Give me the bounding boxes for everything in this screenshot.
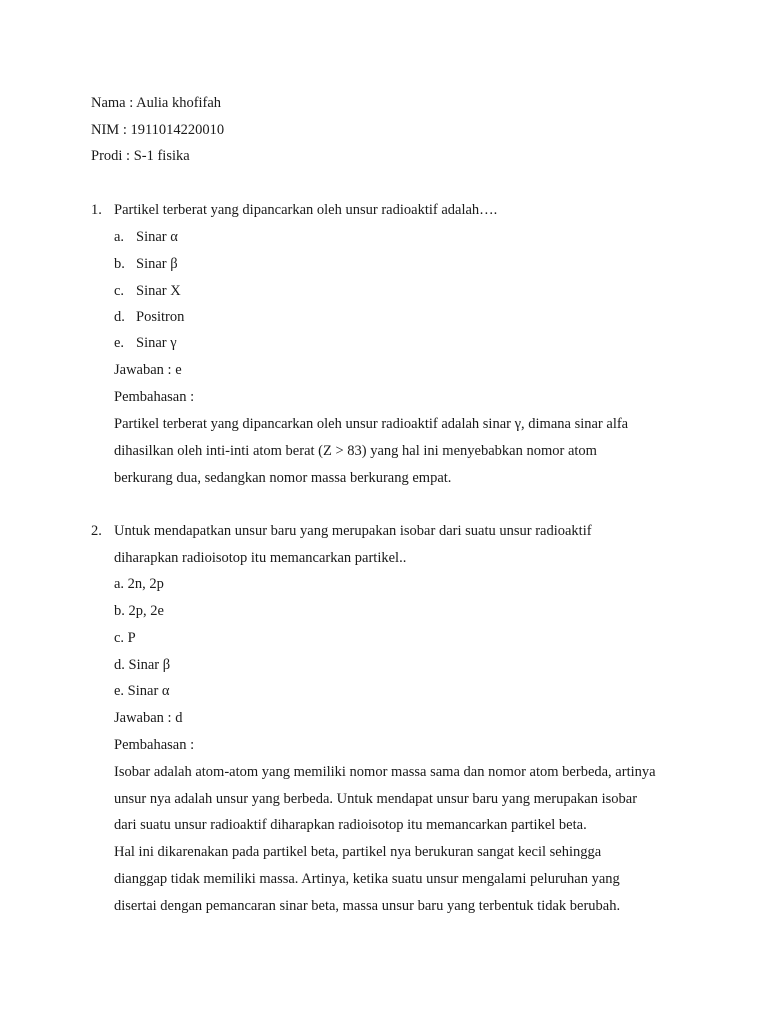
q1-option-e-text: Sinar γ [136, 335, 177, 351]
student-prodi: Prodi : S-1 fisika [91, 148, 190, 164]
q1-answer: Jawaban : e [114, 362, 182, 378]
q1-option-e [114, 334, 177, 352]
q2-explanation-line: dari suatu unsur radioaktif diharapkan radioisotop itu memancarkan partikel beta. [114, 817, 587, 833]
q2-explanation-line: disertai dengan pemancaran sinar beta, massa unsur baru yang terbentuk tidak berubah. [114, 898, 621, 914]
q1-option-c-letter: c. [114, 283, 125, 299]
q1-explanation-line: dihasilkan oleh inti-inti atom berat (Z > 83) yang hal ini menyebabkan nomor atom [114, 443, 597, 459]
q1-option-d [114, 308, 184, 326]
q2-option-a: a. 2n, 2p [114, 576, 164, 592]
q2-number: 2. [91, 523, 102, 539]
q1-explanation-line: Partikel terberat yang dipancarkan oleh unsur radioaktif adalah sinar γ, dimana sinar alfa [114, 416, 629, 432]
q2-question-line: Untuk mendapatkan unsur baru yang merupakan isobar dari suatu unsur radioaktif [114, 523, 592, 539]
q1-explanation-label: Pembahasan : [114, 389, 195, 405]
q1-option-a-text: Sinar α [136, 229, 178, 245]
q1-option-a [114, 228, 178, 246]
q1-option-a-letter: a. [114, 229, 125, 245]
q1-option-b-text: Sinar β [136, 256, 178, 272]
q2-explanation-line: Hal ini dikarenakan pada partikel beta, partikel nya berukuran sangat kecil sehingga [114, 844, 602, 860]
q1-option-e-letter: e. [114, 335, 125, 351]
q1-question: Partikel terberat yang dipancarkan oleh unsur radioaktif adalah…. [114, 202, 498, 218]
q2-explanation-line: unsur nya adalah unsur yang berbeda. Untuk mendapat unsur baru yang merupakan isobar [114, 791, 638, 807]
q2-question-line: diharapkan radioisotop itu memancarkan partikel.. [114, 550, 407, 566]
q2-explanation-line: dianggap tidak memiliki massa. Artinya, ketika suatu unsur mengalami peluruhan yang [114, 871, 620, 887]
q1-option-c-text: Sinar X [136, 283, 181, 299]
q1-option-c [114, 282, 181, 300]
q2-explanation-line: Isobar adalah atom-atom yang memiliki nomor massa sama dan nomor atom berbeda, artinya [114, 764, 656, 780]
q1-option-b [114, 255, 178, 273]
q2-option-d: d. Sinar β [114, 657, 171, 673]
q1-number: 1. [91, 202, 102, 218]
student-nim: NIM : 1911014220010 [91, 122, 225, 138]
q2-answer: Jawaban : d [114, 710, 183, 726]
q1-explanation-line: berkurang dua, sedangkan nomor massa berkurang empat. [114, 470, 452, 486]
student-name: Nama : Aulia khofifah [91, 95, 222, 111]
q2-option-c: c. P [114, 630, 136, 646]
q2-option-b: b. 2p, 2e [114, 603, 164, 619]
q2-explanation-label: Pembahasan : [114, 737, 195, 753]
q1-option-b-letter: b. [114, 256, 125, 272]
q1-option-d-letter: d. [114, 309, 125, 325]
q1-option-d-text: Positron [136, 309, 185, 325]
q2-option-e: e. Sinar α [114, 683, 170, 699]
